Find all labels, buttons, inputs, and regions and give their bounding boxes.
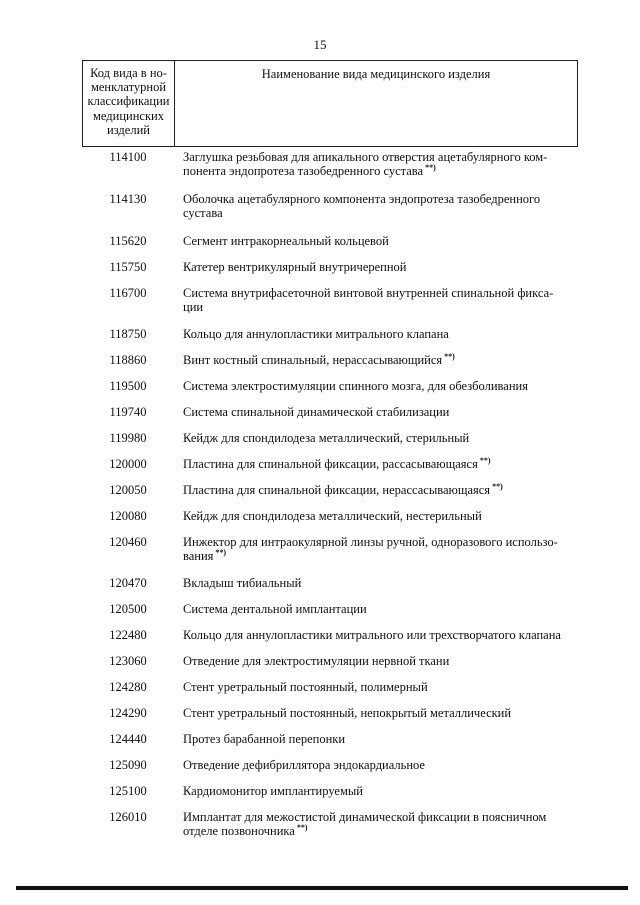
footnote-mark: **) — [296, 822, 308, 832]
table-row — [0, 260, 640, 274]
table-row — [0, 379, 640, 393]
row-code: 124290 — [109, 706, 147, 720]
row-name — [183, 509, 575, 523]
row-code: 119980 — [109, 431, 147, 445]
row-code: 124440 — [109, 732, 147, 746]
row-name — [183, 405, 575, 419]
row-code: 119740 — [109, 405, 147, 419]
row-code: 120080 — [109, 509, 147, 523]
row-name — [183, 379, 575, 393]
header-name-column: Наименование вида медицинского изделия — [261, 67, 491, 81]
row-name-line: Вкладыш тибиальный — [183, 576, 302, 590]
row-name — [183, 192, 575, 220]
table-row — [0, 509, 640, 523]
row-code: 125090 — [109, 758, 147, 772]
row-name — [183, 483, 575, 497]
row-name — [183, 810, 575, 838]
table-row — [0, 576, 640, 590]
row-code: 124280 — [109, 680, 147, 694]
footnote-mark: **) — [479, 455, 491, 465]
row-code: 119500 — [109, 379, 147, 393]
table-row — [0, 483, 640, 497]
row-name — [183, 680, 575, 694]
row-code: 115750 — [109, 260, 147, 274]
row-name-line: Кейдж для спондилодеза металлический, нестерильный — [183, 509, 482, 523]
row-code: 114130 — [109, 192, 147, 206]
row-name-line: отделе позвоночника **) — [183, 822, 308, 838]
row-name — [183, 431, 575, 445]
header-code-line: классификации — [87, 94, 170, 109]
row-code: 118750 — [109, 327, 147, 341]
page-number: 15 — [313, 37, 327, 52]
row-code: 120470 — [109, 576, 147, 590]
row-name-line: Стент уретральный постоянный, полимерный — [183, 680, 428, 694]
row-code: 120050 — [109, 483, 147, 497]
table-row — [0, 732, 640, 746]
row-code: 118860 — [109, 353, 147, 367]
row-name-line: Система дентальной имплантации — [183, 602, 367, 616]
row-name — [183, 234, 575, 248]
row-name-line: понента эндопротеза тазобедренного сустава **) — [183, 162, 436, 178]
table-row — [0, 457, 640, 471]
row-name-line: Пластина для спинальной фиксации, рассасывающаяся **) — [183, 455, 491, 471]
table-row — [0, 628, 640, 642]
row-name-line: Пластина для спинальной фиксации, нерассасывающаяся **) — [183, 481, 503, 497]
table-row — [0, 431, 640, 445]
table-row — [0, 758, 640, 772]
footnote-mark: **) — [215, 547, 227, 557]
footnote-mark: **) — [444, 351, 455, 361]
row-name-line: Инжектор для интраокулярной линзы ручной, одноразового использо- — [183, 535, 558, 549]
row-name — [183, 576, 575, 590]
row-code: 126010 — [109, 810, 147, 824]
row-name-line: Система электростимуляции спинного мозга, для обезболивания — [183, 379, 528, 393]
row-code: 125100 — [109, 784, 147, 798]
header-code-line: медицинских — [93, 108, 164, 123]
table-row — [0, 405, 640, 419]
row-code: 120460 — [109, 535, 147, 549]
footnote-mark: **) — [425, 162, 436, 172]
row-name — [183, 150, 575, 178]
row-name — [183, 784, 575, 798]
bottom-rule — [16, 886, 628, 890]
row-name-line: Отведение для электростимуляции нервной ткани — [183, 654, 450, 668]
row-name-line: Протез барабанной перепонки — [183, 732, 346, 746]
row-name-line: Кардиомонитор имплантируемый — [183, 784, 363, 798]
header-code-line: Код вида в но- — [90, 66, 167, 80]
table-row — [0, 706, 640, 720]
row-code: 120500 — [109, 602, 147, 616]
row-name — [183, 260, 575, 274]
row-name-line: вания **) — [183, 547, 227, 563]
row-name-line: сустава — [183, 206, 223, 220]
table-row — [0, 535, 640, 563]
row-name — [183, 706, 575, 720]
row-name — [183, 654, 575, 668]
row-name-line: Кольцо для аннулопластики митрального или трехстворчатого клапана — [183, 628, 561, 642]
row-code: 123060 — [109, 654, 147, 668]
header-code-line: менклатурной — [90, 80, 167, 95]
table-row — [0, 654, 640, 668]
table-row — [0, 353, 640, 367]
table-row — [0, 784, 640, 798]
table-row — [0, 286, 640, 314]
table-row — [0, 234, 640, 248]
row-name-line: Система спинальной динамической стабилизации — [183, 405, 450, 419]
row-name — [183, 327, 575, 341]
row-name-line: Стент уретральный постоянный, непокрытый металлический — [183, 706, 512, 720]
row-name — [183, 602, 575, 616]
row-name-line: Заглушка резьбовая для апикального отверстия ацетабулярного ком- — [183, 150, 548, 164]
row-code: 122480 — [109, 628, 147, 642]
row-code: 116700 — [109, 286, 147, 300]
table-row — [0, 810, 640, 838]
header-code-line: изделий — [107, 122, 150, 137]
header-code-column — [83, 61, 175, 146]
footnote-mark: **) — [492, 481, 503, 491]
row-name — [183, 286, 575, 314]
row-name-line: Отведение дефибриллятора эндокардиальное — [183, 758, 425, 772]
row-name — [183, 732, 575, 746]
row-name — [183, 457, 575, 471]
row-name-line: Имплантат для межостистой динамической фиксации в поясничном — [183, 810, 547, 824]
row-name-line: Катетер вентрикулярный внутричерепной — [183, 260, 407, 274]
row-name-line: Винт костный спинальный, нерассасывающийся **) — [183, 351, 455, 367]
row-code: 120000 — [109, 457, 147, 471]
row-name — [183, 535, 575, 563]
row-code: 115620 — [109, 234, 147, 248]
table-row — [0, 327, 640, 341]
row-name-line: Система внутрифасеточной винтовой внутренней спинальной фикса- — [183, 286, 554, 300]
row-name — [183, 628, 575, 642]
row-name-line: Кейдж для спондилодеза металлический, стерильный — [183, 431, 470, 445]
table-row — [0, 192, 640, 220]
row-name — [183, 353, 575, 367]
table-header — [82, 60, 578, 147]
table-row — [0, 602, 640, 616]
row-name — [183, 758, 575, 772]
table-row — [0, 150, 640, 178]
row-code: 114100 — [109, 150, 147, 164]
table-row — [0, 680, 640, 694]
row-name-line: Оболочка ацетабулярного компонента эндопротеза тазобедренного — [183, 192, 541, 206]
row-name-line: Сегмент интракорнеальный кольцевой — [183, 234, 389, 248]
row-name-line: ции — [183, 300, 204, 314]
row-name-line: Кольцо для аннулопластики митрального клапана — [183, 327, 449, 341]
